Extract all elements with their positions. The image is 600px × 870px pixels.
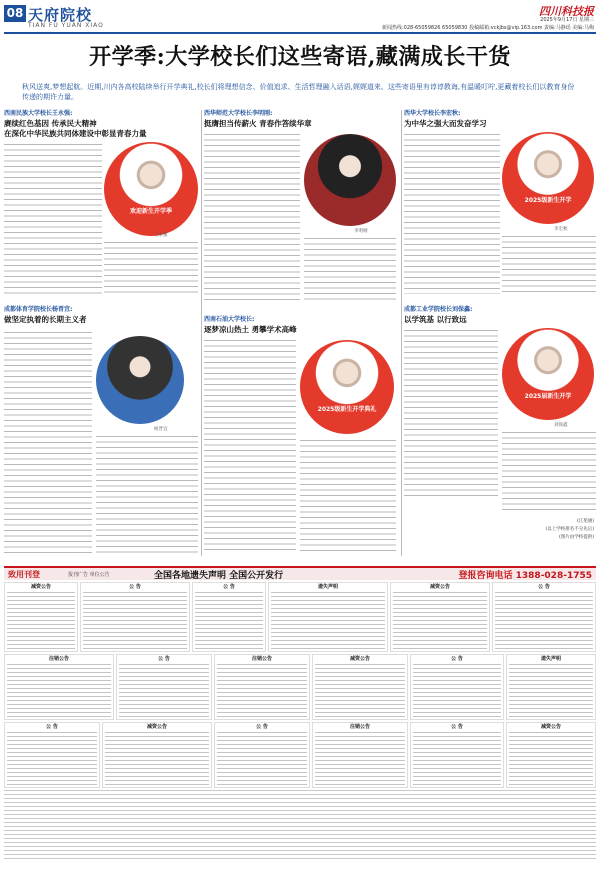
article-body — [300, 440, 396, 554]
article-body — [404, 134, 500, 294]
president-photo — [96, 336, 184, 424]
notice[interactable] — [506, 722, 596, 788]
article-title: 为中华之强大而发奋学习 — [404, 119, 487, 128]
photo-caption: 杨晋宜 — [154, 427, 168, 432]
article-school: 西南民族大学校长王永强: — [4, 110, 73, 117]
header-rule — [4, 32, 596, 34]
dateline: 2025年9月17日 星期三 — [540, 17, 594, 23]
notice-body — [315, 732, 405, 785]
column-divider — [401, 110, 402, 556]
notice-title: 公 告 — [158, 656, 170, 662]
notice[interactable] — [214, 722, 310, 788]
article-title: 挺膺担当传薪火 青春作答续华章 — [204, 119, 312, 128]
notice-body — [271, 592, 385, 649]
notice-body — [119, 664, 209, 717]
ads-slogan: 全国各地遗失声明 全国公开发行 — [154, 571, 284, 581]
article-title: 以学筑基 以行致远 — [404, 315, 467, 324]
photo-caption: 李明刚 — [354, 229, 368, 234]
article-school: 成都工业学院校长刘保鑫: — [404, 306, 473, 313]
notice-title: 注销公告 — [48, 656, 69, 662]
photo-banner-text: 2025级新生开学典礼 — [317, 406, 377, 414]
notice[interactable] — [102, 722, 212, 788]
article-school: 西南石油大学校长: — [204, 316, 255, 323]
notice[interactable] — [4, 582, 78, 652]
paper-name: 四川科技报 — [539, 5, 594, 18]
notice[interactable] — [492, 582, 596, 652]
notice-body — [509, 732, 593, 785]
article-xnsf[interactable] — [204, 108, 400, 129]
notice-body — [393, 592, 487, 649]
photo-caption: 李宏秋 — [554, 227, 568, 232]
notice-body — [315, 664, 405, 717]
notice-body — [7, 592, 75, 649]
notice[interactable] — [312, 654, 408, 720]
notice-block — [4, 790, 596, 862]
notice-body — [7, 664, 111, 717]
notice[interactable] — [410, 722, 504, 788]
article-body — [502, 236, 596, 294]
article-body — [404, 330, 498, 500]
lead-paragraph: 秋风送爽,梦想起航。近期,川内各高校陆续举行开学典礼,校长们将理想信念、价值追求、生活哲理融入话语,娓娓道来。这些寄语里有谆谆教诲,有温暖叮咛,更藏着校长们以教育身份传递的期许力量。 — [22, 83, 575, 101]
article-cdty[interactable] — [4, 304, 200, 325]
article-subtitle: 在深化中华民族共同体建设中彰显青春力量 — [4, 129, 147, 138]
notice-title: 遗失声明 — [540, 656, 561, 662]
photo-banner-text: 2025届新生开学 — [524, 392, 572, 400]
notice[interactable] — [192, 582, 266, 652]
column-3 — [404, 108, 596, 558]
notice[interactable] — [214, 654, 310, 720]
column-1 — [4, 108, 200, 558]
notice-body — [217, 732, 307, 785]
article-title: 赓续红色基因 传承民大精神 — [4, 119, 97, 128]
credit-photos: (图片由学校提供) — [558, 535, 594, 540]
president-photo — [304, 134, 396, 226]
photo-banner-text: 2025级新生开学 — [524, 196, 572, 204]
notice-title: 减资公告 — [30, 584, 51, 590]
notice-title: 公 告 — [129, 584, 141, 590]
president-photo — [502, 132, 594, 224]
notice-title: 减资公告 — [540, 724, 561, 730]
ads-banner — [4, 568, 596, 580]
president-photo — [300, 340, 394, 434]
notice-title: 遗失声明 — [317, 584, 338, 590]
notice-body — [413, 732, 501, 785]
article-xnsyd[interactable] — [204, 314, 400, 335]
notice-title: 公 告 — [451, 656, 463, 662]
notice-body — [7, 732, 97, 785]
article-body — [204, 340, 296, 554]
president-photo — [502, 328, 594, 420]
section-pinyin: TIAN FU YUAN XIAO — [28, 22, 104, 29]
ads-subtitle: 报刊广告 单位公告 — [68, 572, 110, 578]
notice-title: 减资公告 — [146, 724, 167, 730]
article-school: 西华师范大学校长李明刚: — [204, 110, 273, 117]
notice-body — [509, 664, 593, 717]
masthead — [0, 0, 600, 34]
notice-body — [195, 592, 263, 649]
page-number: 08 — [4, 5, 26, 22]
notice-title: 注销公告 — [251, 656, 272, 662]
credit-order: (以上学校排名不分先后) — [545, 527, 594, 532]
notice-title: 公 告 — [538, 584, 550, 590]
article-body — [96, 436, 198, 554]
notice-title: 减资公告 — [429, 584, 450, 590]
notice[interactable] — [312, 722, 408, 788]
article-body — [204, 134, 300, 304]
notice[interactable] — [506, 654, 596, 720]
article-body — [4, 144, 102, 294]
notice[interactable] — [268, 582, 388, 652]
article-body — [304, 238, 396, 304]
notice[interactable] — [390, 582, 490, 652]
ads-title: 致用刊登 — [8, 570, 40, 579]
column-2 — [204, 108, 400, 558]
article-school: 成都体育学院校长杨晋宜: — [4, 306, 73, 313]
notice[interactable] — [4, 654, 114, 720]
section-title: 天府院校 — [28, 6, 93, 24]
photo-banner-text: 欢迎新生开学季 — [129, 208, 172, 216]
classified-ads-section — [4, 566, 596, 862]
ads-phone[interactable] — [458, 568, 592, 581]
notice-body — [83, 592, 187, 649]
article-school: 西华大学校长李宏秋: — [404, 110, 461, 117]
notice-title: 注销公告 — [349, 724, 370, 730]
article-xnkj[interactable] — [404, 108, 596, 129]
notice-body — [413, 664, 501, 717]
notice-title: 公 告 — [256, 724, 268, 730]
notice-title: 减资公告 — [349, 656, 370, 662]
notice[interactable] — [80, 582, 190, 652]
ads-phone-label: 登报咨询电话 — [458, 571, 513, 581]
notice[interactable] — [410, 654, 504, 720]
credit-author: (江苑涵) — [576, 519, 594, 524]
president-photo — [104, 142, 198, 236]
notice[interactable] — [116, 654, 212, 720]
article-title: 做坚定执着的长期主义者 — [4, 315, 87, 324]
article-title: 逐梦凉山热土 勇攀学术高峰 — [204, 325, 297, 334]
photo-caption: 王永强 — [154, 233, 168, 238]
notice-title: 公 告 — [223, 584, 235, 590]
notice-body — [105, 732, 209, 785]
article-body — [502, 432, 596, 512]
notice-title: 公 告 — [46, 724, 58, 730]
contact-line: 新闻热线:028-65059826 65059830 投稿邮箱:vckjbs@vip.163.com 责编:马静瑶 美编:马梅 — [381, 25, 594, 31]
notice-body — [217, 664, 307, 717]
notice-title: 公 告 — [451, 724, 463, 730]
article-body — [4, 332, 92, 554]
article-cdgy[interactable] — [404, 304, 596, 325]
ads-phone-number: 1388-028-1755 — [515, 571, 592, 581]
notice-body — [495, 592, 593, 649]
page-headline: 开学季:大学校长们这些寄语,藏满成长干货 — [89, 44, 511, 70]
photo-caption: 刘保鑫 — [554, 423, 568, 428]
notice[interactable] — [4, 722, 100, 788]
article-swmz[interactable] — [4, 108, 200, 139]
article-body — [104, 242, 198, 294]
column-divider — [201, 110, 202, 556]
